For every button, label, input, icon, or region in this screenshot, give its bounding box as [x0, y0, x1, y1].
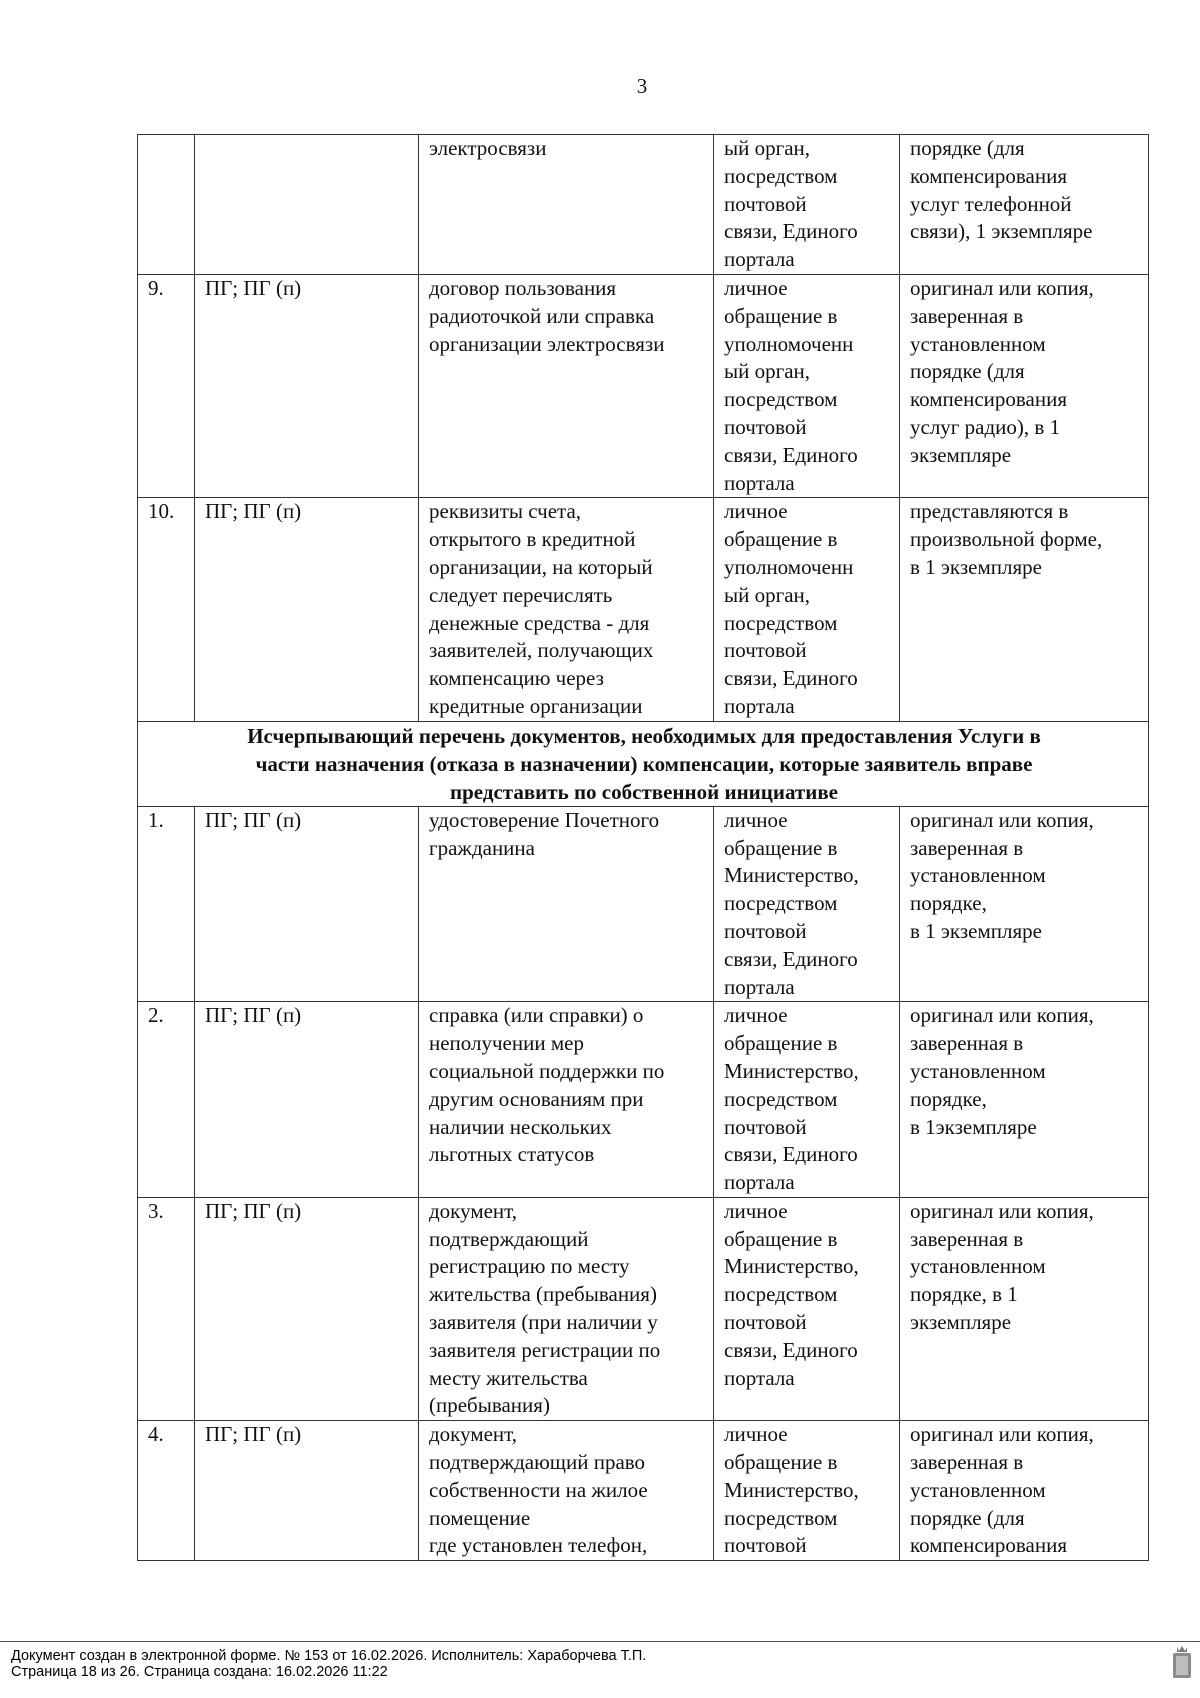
row-document-line: собственности на жилое — [429, 1477, 648, 1502]
row-document-line: подтверждающий — [429, 1226, 589, 1251]
row-document-line: льготных статусов — [429, 1142, 595, 1167]
row-document-line: (пребывания) — [429, 1393, 550, 1418]
row-submission-method-line: личное — [724, 1422, 788, 1447]
row-submission-method-line: связи, Единого — [724, 219, 858, 244]
table-row — [138, 274, 1149, 497]
row-submission-method-line: обращение в — [724, 527, 838, 552]
row-document-line: неполучении мер — [429, 1031, 584, 1056]
row-number-text: 3. — [148, 1198, 164, 1223]
row-document-line: следует перечислять — [429, 582, 613, 607]
row-category-text: ПГ; ПГ (п) — [205, 1422, 302, 1447]
row-number — [138, 1421, 195, 1561]
row-document-form-line: услуг телефонной — [910, 191, 1072, 216]
row-document-form-line: компенсирования — [910, 1533, 1067, 1558]
row-submission-method-line: связи, Единого — [724, 1142, 858, 1167]
row-submission-method-line: обращение в — [724, 835, 838, 860]
table-body-bottom — [138, 806, 1149, 1561]
row-submission-method-line: почтовой — [724, 1310, 807, 1335]
row-document-line: электросвязи — [429, 136, 547, 160]
row-number-text: 9. — [148, 275, 164, 300]
row-category-text: ПГ; ПГ (п) — [205, 275, 302, 300]
row-document — [419, 498, 714, 721]
row-document-line: документ, — [429, 1198, 518, 1223]
row-submission-method-line: личное — [724, 807, 788, 832]
row-document-line: регистрацию по месту — [429, 1254, 630, 1279]
row-submission-method-line: портала — [724, 974, 795, 999]
row-document-form-line: порядке (для — [910, 359, 1025, 384]
table-row — [138, 1197, 1149, 1420]
footer-divider — [0, 1641, 1200, 1642]
row-document — [419, 806, 714, 1002]
row-submission-method — [714, 274, 900, 497]
row-document-line: помещение — [429, 1505, 531, 1530]
row-document-line: заявителей, получающих — [429, 638, 654, 663]
row-document-line: социальной поддержки по — [429, 1058, 665, 1083]
row-document-form-line: оригинал или копия, — [910, 275, 1094, 300]
footer-line-1: Документ создан в электронной форме. № 153 от 16.02.2026. Исполнитель: Хараборчева Т.П. — [11, 1648, 647, 1664]
row-submission-method — [714, 135, 900, 275]
emblem-icon — [1172, 1645, 1192, 1679]
row-submission-method-line: посредством — [724, 891, 838, 916]
row-document-line: компенсацию через — [429, 666, 604, 691]
row-document-form-line: компенсирования — [910, 387, 1067, 412]
row-document-form — [900, 806, 1149, 1002]
row-number — [138, 1002, 195, 1198]
row-submission-method-line: уполномоченн — [724, 554, 854, 579]
row-number-text: 1. — [148, 807, 164, 832]
row-category — [195, 135, 419, 275]
row-document-form-line: экземпляре — [910, 1310, 1012, 1335]
row-submission-method-line: портала — [724, 693, 795, 718]
row-document-form-line: порядке (для — [910, 136, 1025, 160]
row-submission-method-line: портала — [724, 1170, 795, 1195]
table-body-top — [138, 135, 1149, 722]
row-submission-method-line: посредством — [724, 387, 838, 412]
row-document-line: гражданина — [429, 835, 535, 860]
row-document-form-line: произвольной форме, — [910, 527, 1103, 552]
row-document-line: договор пользования — [429, 275, 617, 300]
row-submission-method-line: почтовой — [724, 191, 807, 216]
row-document-line: денежные средства - для — [429, 610, 650, 635]
row-document-line: радиоточкой или справка — [429, 303, 655, 328]
table-row — [138, 498, 1149, 721]
table-row — [138, 1421, 1149, 1561]
row-category-text: ПГ; ПГ (п) — [205, 1198, 302, 1223]
row-document-line: месту жительства — [429, 1365, 588, 1390]
row-submission-method — [714, 1002, 900, 1198]
row-number — [138, 274, 195, 497]
row-document-form-line: установленном — [910, 863, 1046, 888]
row-document-line: кредитные организации — [429, 693, 643, 718]
row-document-line: организации, на который — [429, 554, 653, 579]
row-submission-method-line: связи, Единого — [724, 666, 858, 691]
row-document-form — [900, 274, 1149, 497]
row-submission-method-line: обращение в — [724, 1450, 838, 1475]
row-submission-method-line: посредством — [724, 163, 838, 188]
row-document-line: реквизиты счета, — [429, 499, 582, 524]
section-heading — [138, 721, 1149, 806]
row-category — [195, 1197, 419, 1420]
row-submission-method-line: посредством — [724, 1086, 838, 1111]
section-heading-line: Исчерпывающий перечень документов, необходимых для предоставления Услуги в — [247, 723, 1041, 748]
row-document-form-line: заверенная в — [910, 1450, 1024, 1475]
row-document-form-line: установленном — [910, 331, 1046, 356]
row-submission-method-line: посредством — [724, 1505, 838, 1530]
row-document-line: наличии нескольких — [429, 1114, 612, 1139]
row-document-form — [900, 1197, 1149, 1420]
row-submission-method-line: портала — [724, 1365, 795, 1390]
row-document — [419, 135, 714, 275]
row-document-form-line: оригинал или копия, — [910, 1198, 1094, 1223]
row-document-form-line: оригинал или копия, — [910, 1422, 1094, 1447]
row-submission-method — [714, 1197, 900, 1420]
row-category-text: ПГ; ПГ (п) — [205, 499, 302, 524]
row-document — [419, 1421, 714, 1561]
row-document-form-line: заверенная в — [910, 1226, 1024, 1251]
row-submission-method-line: связи, Единого — [724, 1337, 858, 1362]
row-document-form-line: порядке, — [910, 1086, 987, 1111]
row-submission-method-line: посредством — [724, 610, 838, 635]
row-document-line: открытого в кредитной — [429, 527, 636, 552]
footer-line-2: Страница 18 из 26. Страница создана: 16.02.2026 11:22 — [11, 1664, 388, 1680]
row-document-line: жительства (пребывания) — [429, 1282, 657, 1307]
row-document-form-line: установленном — [910, 1058, 1046, 1083]
row-document-line: справка (или справки) о — [429, 1003, 644, 1028]
row-document-form — [900, 1421, 1149, 1561]
row-number — [138, 135, 195, 275]
row-submission-method — [714, 1421, 900, 1561]
row-document-form-line: порядке, — [910, 891, 987, 916]
row-category — [195, 498, 419, 721]
row-submission-method-line: ый орган, — [724, 582, 811, 607]
row-submission-method-line: обращение в — [724, 1226, 838, 1251]
row-number-text: 2. — [148, 1003, 164, 1028]
row-submission-method-line: посредством — [724, 1282, 838, 1307]
footer — [11, 1648, 646, 1680]
row-submission-method-line: Министерство, — [724, 1058, 859, 1083]
row-document-form-line: в 1экземпляре — [910, 1114, 1037, 1139]
row-document — [419, 1197, 714, 1420]
documents-table — [137, 134, 1149, 1561]
row-document-form-line: заверенная в — [910, 1031, 1024, 1056]
row-number — [138, 498, 195, 721]
row-document-form-line: установленном — [910, 1477, 1046, 1502]
row-submission-method-line: почтовой — [724, 638, 807, 663]
row-submission-method-line: связи, Единого — [724, 442, 858, 467]
row-document-form-line: представляются в — [910, 499, 1069, 524]
row-submission-method-line: ый орган, — [724, 359, 811, 384]
row-category-text: ПГ; ПГ (п) — [205, 1003, 302, 1028]
row-number-text: 10. — [148, 499, 175, 524]
row-document-form-line: оригинал или копия, — [910, 807, 1094, 832]
row-submission-method — [714, 498, 900, 721]
row-category — [195, 806, 419, 1002]
row-document-line: заявителя регистрации по — [429, 1337, 661, 1362]
row-submission-method-line: почтовой — [724, 414, 807, 439]
row-number-text: 4. — [148, 1422, 164, 1447]
row-submission-method-line: личное — [724, 1198, 788, 1223]
row-document-form-line: в 1 экземпляре — [910, 554, 1042, 579]
row-number — [138, 806, 195, 1002]
table-row — [138, 806, 1149, 1002]
row-document-line: подтверждающий право — [429, 1450, 646, 1475]
row-document-line: где установлен телефон, — [429, 1533, 648, 1558]
row-document-line: удостоверение Почетного — [429, 807, 660, 832]
page-number: 3 — [636, 74, 648, 98]
row-document-form-line: заверенная в — [910, 835, 1024, 860]
section-heading-line: части назначения (отказа в назначении) компенсации, которые заявитель вправе — [255, 751, 1033, 776]
row-document — [419, 1002, 714, 1198]
row-submission-method — [714, 806, 900, 1002]
section-heading-body — [138, 721, 1149, 806]
row-document-form-line: услуг радио), в 1 — [910, 414, 1061, 439]
row-submission-method-line: обращение в — [724, 1031, 838, 1056]
section-heading-line: представить по собственной инициативе — [450, 779, 838, 804]
row-document-form-line: компенсирования — [910, 163, 1067, 188]
row-submission-method-line: почтовой — [724, 1533, 807, 1558]
row-submission-method-line: личное — [724, 499, 788, 524]
row-submission-method-line: связи, Единого — [724, 946, 858, 971]
row-submission-method-line: Министерство, — [724, 863, 859, 888]
row-submission-method-line: Министерство, — [724, 1254, 859, 1279]
row-document-form-line: установленном — [910, 1254, 1046, 1279]
row-submission-method-line: портала — [724, 470, 795, 495]
row-document-form — [900, 135, 1149, 275]
row-submission-method-line: ый орган, — [724, 136, 811, 160]
row-document-line: заявителя (при наличии у — [429, 1310, 658, 1335]
row-submission-method-line: почтовой — [724, 918, 807, 943]
row-category — [195, 1002, 419, 1198]
row-category-text: ПГ; ПГ (п) — [205, 807, 302, 832]
row-document-line: организации электросвязи — [429, 331, 665, 356]
row-submission-method-line: личное — [724, 275, 788, 300]
row-document-form — [900, 1002, 1149, 1198]
row-submission-method-line: почтовой — [724, 1114, 807, 1139]
row-document — [419, 274, 714, 497]
row-document-line: другим основаниям при — [429, 1086, 644, 1111]
row-submission-method-line: обращение в — [724, 303, 838, 328]
row-number — [138, 1197, 195, 1420]
row-submission-method-line: Министерство, — [724, 1477, 859, 1502]
row-submission-method-line: личное — [724, 1003, 788, 1028]
row-submission-method-line: уполномоченн — [724, 331, 854, 356]
row-category — [195, 274, 419, 497]
row-submission-method-line: портала — [724, 247, 795, 272]
row-category — [195, 1421, 419, 1561]
row-document-form-line: экземпляре — [910, 442, 1012, 467]
row-document-form-line: оригинал или копия, — [910, 1003, 1094, 1028]
row-document-form-line: порядке, в 1 — [910, 1282, 1018, 1307]
row-document-form — [900, 498, 1149, 721]
row-document-form-line: в 1 экземпляре — [910, 918, 1042, 943]
row-document-line: документ, — [429, 1422, 518, 1447]
row-document-form-line: порядке (для — [910, 1505, 1025, 1530]
table-row — [138, 135, 1149, 275]
row-document-form-line: заверенная в — [910, 303, 1024, 328]
section-heading-row — [138, 721, 1149, 806]
table-row — [138, 1002, 1149, 1198]
row-document-form-line: связи), 1 экземпляре — [910, 219, 1093, 244]
